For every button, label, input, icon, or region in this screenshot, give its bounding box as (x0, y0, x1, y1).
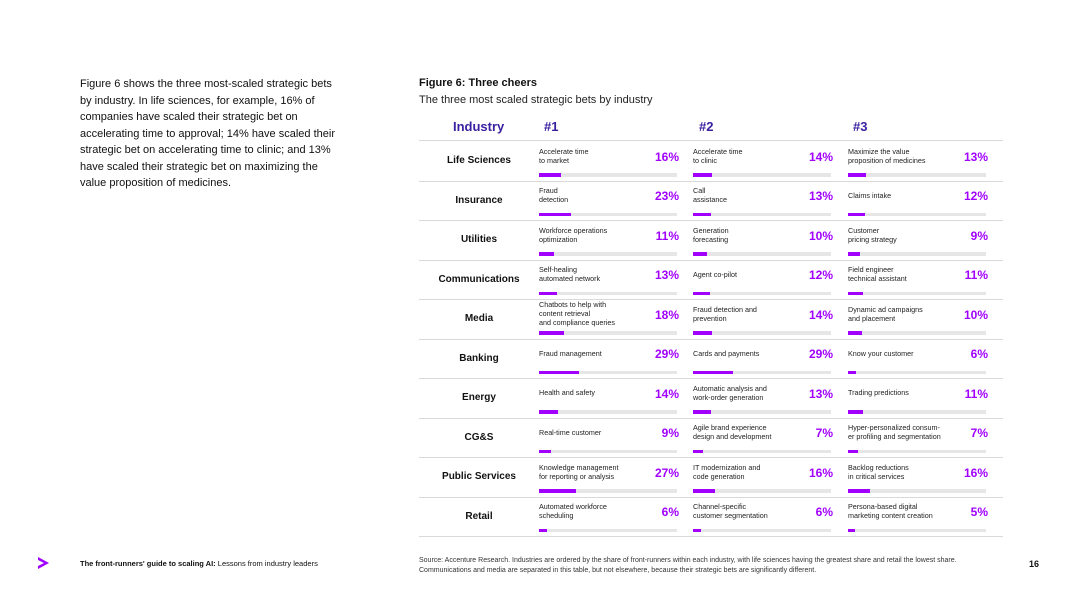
bet-bar-fill (848, 489, 870, 493)
bet-bar-fill (539, 489, 576, 493)
bet-cell-rank2 (693, 260, 833, 299)
bet-bar-track (693, 331, 831, 335)
bet-bar-track (693, 529, 831, 533)
bet-percent: 16% (654, 149, 679, 164)
bet-bar-fill (539, 450, 551, 454)
table-row (419, 339, 1003, 380)
bet-label: Fraud management (539, 348, 602, 358)
bet-label: Fraud detection and prevention (693, 304, 757, 323)
bet-cell-rank3 (848, 418, 988, 457)
bet-bar-fill (693, 529, 701, 533)
bet-bar-track (539, 252, 677, 256)
bet-bar-track (539, 173, 677, 177)
industry-name: CG&S (464, 431, 494, 443)
bet-bar-fill (539, 252, 554, 256)
bet-percent: 11% (964, 268, 988, 282)
bet-cell-rank1 (539, 418, 679, 457)
bet-bar-fill (693, 489, 715, 493)
bet-label: Maximize the value proposition of medicines (848, 146, 926, 165)
bet-cell-rank3 (848, 260, 988, 299)
bet-bar-track (693, 292, 831, 296)
bet-percent: 12% (963, 189, 988, 203)
bet-cell-rank1 (539, 497, 679, 536)
column-header-rank3: #3 (853, 119, 868, 134)
bet-label: Health and safety (539, 388, 595, 398)
table-row (419, 299, 1003, 340)
footer-guide-title (80, 559, 318, 568)
bet-label: IT modernization and code generation (693, 462, 761, 481)
column-header-rank1: #1 (544, 119, 559, 134)
bet-label: Accelerate time to market (539, 146, 589, 165)
bet-label: Call assistance (693, 186, 727, 204)
bet-bar-track (693, 213, 831, 217)
bet-percent: 23% (654, 189, 679, 203)
bet-cell-rank3 (848, 181, 988, 220)
bet-label: Accelerate time to clinic (693, 146, 743, 165)
bet-percent: 11% (655, 228, 679, 243)
bet-percent: 7% (815, 426, 833, 440)
bet-bar-fill (539, 410, 558, 414)
bet-bar-fill (693, 410, 711, 414)
bet-cell-rank1 (539, 339, 679, 378)
industry-name: Life Sciences (447, 155, 511, 166)
bet-cell-rank1 (539, 457, 679, 496)
bet-percent: 13% (808, 386, 833, 401)
bet-label: Backlog reductions in critical services (848, 462, 909, 481)
bet-cell-rank2 (693, 418, 833, 457)
table-row (419, 497, 1003, 538)
bet-percent: 9% (661, 426, 679, 440)
bet-percent: 13% (808, 189, 833, 203)
bet-bar-fill (693, 252, 707, 256)
table-row (419, 260, 1003, 301)
intro-paragraph: Figure 6 shows the three most-scaled strategic bets by industry. In life sciences, for example, 16% of companies have scaled their strategic bet on accelerating time to approval; 14% have scaled their strategic bet on accelerating time to clinic; and 13% have scaled their strategic bet on maximizing the value proposition of medicines. (80, 78, 335, 189)
bet-percent: 18% (654, 307, 679, 322)
accenture-chevron-icon (35, 555, 51, 571)
bet-cell-rank2 (693, 181, 833, 220)
bet-label: Automated workforce scheduling (539, 502, 607, 520)
bet-percent: 9% (970, 228, 988, 243)
bet-cell-rank1 (539, 299, 679, 338)
bet-bar-track (693, 173, 831, 177)
bet-bar-track (848, 489, 986, 493)
table-row (419, 141, 1003, 182)
bet-bar-fill (539, 529, 547, 533)
bet-percent: 29% (654, 347, 679, 361)
bet-label: Field engineer technical assistant (848, 265, 907, 283)
bet-cell-rank3 (848, 299, 988, 338)
bet-bar-track (539, 529, 677, 533)
column-header-rank2: #2 (699, 119, 714, 134)
bet-label: Workforce operations optimization (539, 225, 608, 244)
bet-bar-track (539, 410, 677, 414)
footer-guide-title-bold: The front-runners' guide to scaling AI: (80, 559, 216, 568)
bet-bar-track (539, 371, 677, 375)
bet-bar-fill (693, 371, 733, 375)
footer-guide-title-rest: Lessons from industry leaders (215, 559, 318, 568)
table-row (419, 220, 1003, 261)
industry-name: Banking (459, 352, 499, 364)
bet-bar-track (539, 489, 677, 493)
bet-cell-rank1 (539, 141, 679, 180)
bet-bar-track (848, 450, 986, 454)
bet-bar-track (848, 213, 986, 217)
bet-percent: 12% (808, 268, 833, 282)
industry-name: Utilities (460, 234, 498, 245)
bet-cell-rank3 (848, 339, 988, 378)
industry-name: Insurance (455, 194, 503, 206)
industry-name: Public Services (442, 471, 516, 482)
bet-bar-fill (693, 213, 711, 217)
bet-cell-rank3 (848, 378, 988, 417)
bet-bar-track (693, 450, 831, 454)
bet-percent: 6% (661, 505, 679, 519)
bet-label: Generation forecasting (693, 225, 729, 244)
bet-label: Self-healing automated network (539, 265, 601, 283)
bet-percent: 14% (654, 386, 679, 401)
bet-bar-fill (848, 173, 866, 177)
bet-bar-fill (848, 410, 863, 414)
figure-subtitle: The three most scaled strategic bets by industry (419, 94, 653, 106)
bet-label: Dynamic ad campaigns and placement (848, 304, 923, 323)
bet-percent: 10% (963, 307, 988, 322)
table-row (419, 378, 1003, 419)
bet-cell-rank1 (539, 220, 679, 259)
bet-label: Agent co-pilot (693, 269, 737, 279)
bet-cell-rank3 (848, 141, 988, 180)
bet-percent: 6% (970, 347, 988, 361)
source-note: Source: Accenture Research. Industries are ordered by the share of front-runners within each industry, with life sciences having the greatest share and retail the lowest share. Communications and media are separated in this table, but not elsewhere, because their strategic bets are significantly different. (419, 557, 957, 574)
table-row (419, 457, 1003, 498)
bet-bar-fill (539, 173, 561, 177)
bet-bar-track (848, 292, 986, 296)
table-row (419, 181, 1003, 222)
table-row (419, 418, 1003, 459)
industry-name: Retail (465, 510, 493, 522)
bet-bar-track (539, 331, 677, 335)
bet-bar-track (693, 252, 831, 256)
bet-cell-rank2 (693, 220, 833, 259)
column-header-industry: Industry (453, 119, 505, 134)
bet-bar-fill (848, 252, 860, 256)
bet-percent: 11% (964, 386, 988, 401)
bet-bar-fill (539, 213, 571, 217)
bet-bar-track (539, 213, 677, 217)
bet-bar-track (693, 371, 831, 375)
bet-cell-rank3 (848, 220, 988, 259)
bet-label: Automatic analysis and work-order generation (693, 383, 767, 402)
bet-cell-rank3 (848, 457, 988, 496)
figure-title: Figure 6: Three cheers (419, 77, 537, 89)
bet-label: Customer pricing strategy (848, 225, 897, 244)
bet-percent: 5% (970, 505, 988, 519)
bet-percent: 7% (970, 426, 988, 440)
bet-label: Chatbots to help with content retrieval and compliance queries (539, 300, 615, 327)
bet-label: Know your customer (848, 348, 914, 358)
page-number: 16 (1029, 559, 1040, 569)
bet-bar-fill (693, 331, 712, 335)
bet-bar-track (539, 292, 677, 296)
bet-bar-fill (848, 292, 863, 296)
bet-bar-track (848, 371, 986, 375)
bet-cell-rank3 (848, 497, 988, 536)
bet-cell-rank2 (693, 497, 833, 536)
bet-label: Knowledge management for reporting or analysis (539, 462, 619, 481)
bet-label: Agile brand experience design and development (693, 423, 772, 441)
bet-cell-rank2 (693, 299, 833, 338)
bet-cell-rank1 (539, 378, 679, 417)
bet-bar-fill (693, 450, 703, 454)
bet-percent: 16% (963, 465, 988, 480)
bet-bar-fill (539, 371, 579, 375)
bet-bar-track (848, 331, 986, 335)
bet-bar-track (539, 450, 677, 454)
bet-cell-rank2 (693, 339, 833, 378)
bet-percent: 14% (808, 307, 833, 322)
bet-percent: 16% (808, 465, 833, 480)
bet-percent: 10% (808, 228, 833, 243)
bet-bar-fill (848, 213, 865, 217)
bet-bar-fill (539, 331, 564, 335)
bet-bar-fill (539, 292, 557, 296)
bet-label: Cards and payments (693, 348, 760, 358)
bet-cell-rank1 (539, 260, 679, 299)
bet-label: Fraud detection (539, 186, 569, 204)
bet-bar-track (848, 173, 986, 177)
bet-cell-rank2 (693, 457, 833, 496)
bet-label: Channel-specific customer segmentation (693, 502, 768, 520)
bet-bar-fill (848, 450, 858, 454)
industry-name: Communications (438, 273, 520, 285)
bet-label: Hyper-personalized consum- er profiling and segmentation (848, 423, 941, 441)
bet-bar-fill (848, 331, 862, 335)
bet-percent: 13% (963, 149, 988, 164)
bet-label: Trading predictions (848, 388, 909, 398)
bet-percent: 13% (654, 268, 679, 282)
bet-bar-fill (848, 529, 855, 533)
bet-bar-track (848, 529, 986, 533)
bet-bar-track (693, 489, 831, 493)
bet-bar-track (693, 410, 831, 414)
bet-bar-fill (693, 292, 710, 296)
bet-percent: 27% (654, 465, 679, 480)
bet-percent: 29% (808, 347, 833, 361)
bet-bar-fill (848, 371, 856, 375)
bet-bar-track (848, 410, 986, 414)
bet-percent: 6% (815, 505, 833, 519)
bet-percent: 14% (808, 149, 833, 164)
bet-bar-fill (693, 173, 712, 177)
bet-label: Persona-based digital marketing content creation (848, 502, 933, 520)
industry-name: Media (464, 313, 494, 324)
bet-label: Claims intake (848, 190, 892, 200)
bet-cell-rank1 (539, 181, 679, 220)
bet-cell-rank2 (693, 141, 833, 180)
bet-cell-rank2 (693, 378, 833, 417)
bet-label: Real-time customer (539, 427, 602, 437)
bet-bar-track (848, 252, 986, 256)
industry-name: Energy (462, 392, 496, 403)
